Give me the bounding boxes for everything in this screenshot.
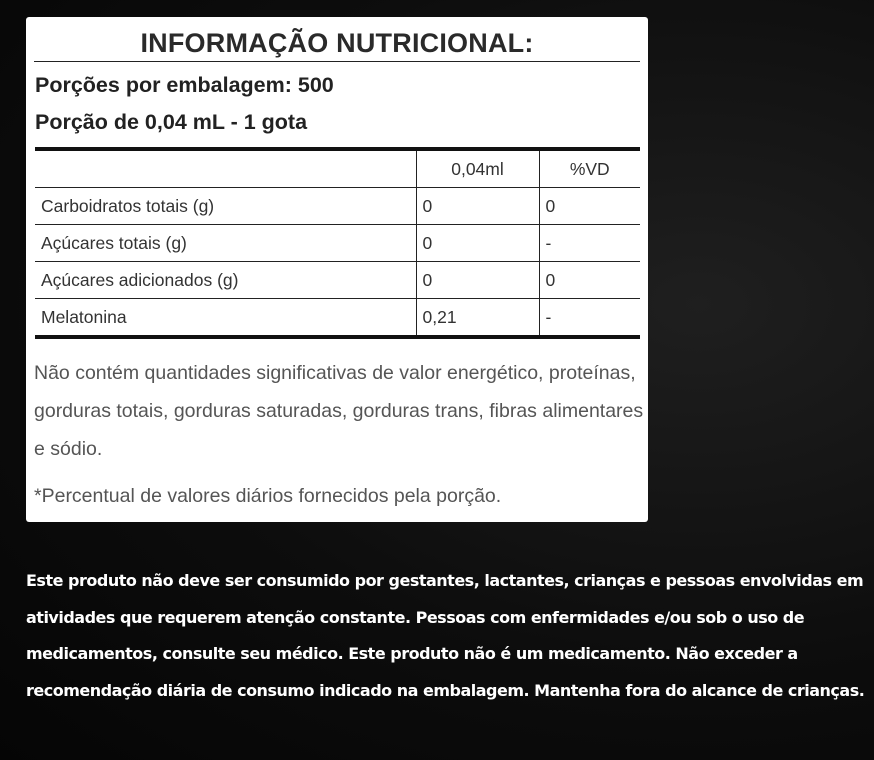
row-daily-value: - [539, 225, 640, 262]
row-daily-value: 0 [539, 188, 640, 225]
header-blank [35, 149, 416, 188]
header-daily-value: %VD [539, 149, 640, 188]
row-daily-value: 0 [539, 262, 640, 299]
table-row [35, 225, 640, 262]
table-row [35, 188, 640, 225]
table-header-row [35, 149, 640, 188]
row-label: Carboidratos totais (g) [35, 188, 416, 225]
serving-size: Porção de 0,04 mL - 1 gota [35, 110, 308, 134]
product-warning-text: Este produto não deve ser consumido por gestantes, lactantes, crianças e pessoas envolvidas em atividades que requerem atenção constante. Pessoas com enfermidades e/ou sob o uso de medicamentos, consulte seu médico. Este produto não é um medicamento. Não exceder a recomendação diária de consumo indicado na embalagem. Mantenha fora do alcance de crianças. [26, 571, 865, 700]
row-value: 0 [416, 188, 539, 225]
row-label: Açúcares adicionados (g) [35, 262, 416, 299]
row-daily-value: - [539, 299, 640, 338]
row-value: 0,21 [416, 299, 539, 338]
title-divider [34, 61, 640, 62]
table-row [35, 262, 640, 299]
nutrition-note: Não contém quantidades significativas de valor energético, proteínas, gorduras totais, gorduras saturadas, gorduras trans, fibras alimentares e sódio. [34, 362, 644, 460]
daily-value-footnote: *Percentual de valores diários fornecidos pela porção. [34, 485, 502, 507]
table-row [35, 299, 640, 338]
row-label: Açúcares totais (g) [35, 225, 416, 262]
header-serving-amount: 0,04ml [416, 149, 539, 188]
row-value: 0 [416, 225, 539, 262]
row-label: Melatonina [35, 299, 416, 338]
nutrition-facts-card [26, 17, 648, 522]
row-value: 0 [416, 262, 539, 299]
nutrition-table [35, 147, 640, 339]
nutrition-title: INFORMAÇÃO NUTRICIONAL: [140, 28, 534, 58]
servings-per-package: Porções por embalagem: 500 [35, 73, 334, 97]
